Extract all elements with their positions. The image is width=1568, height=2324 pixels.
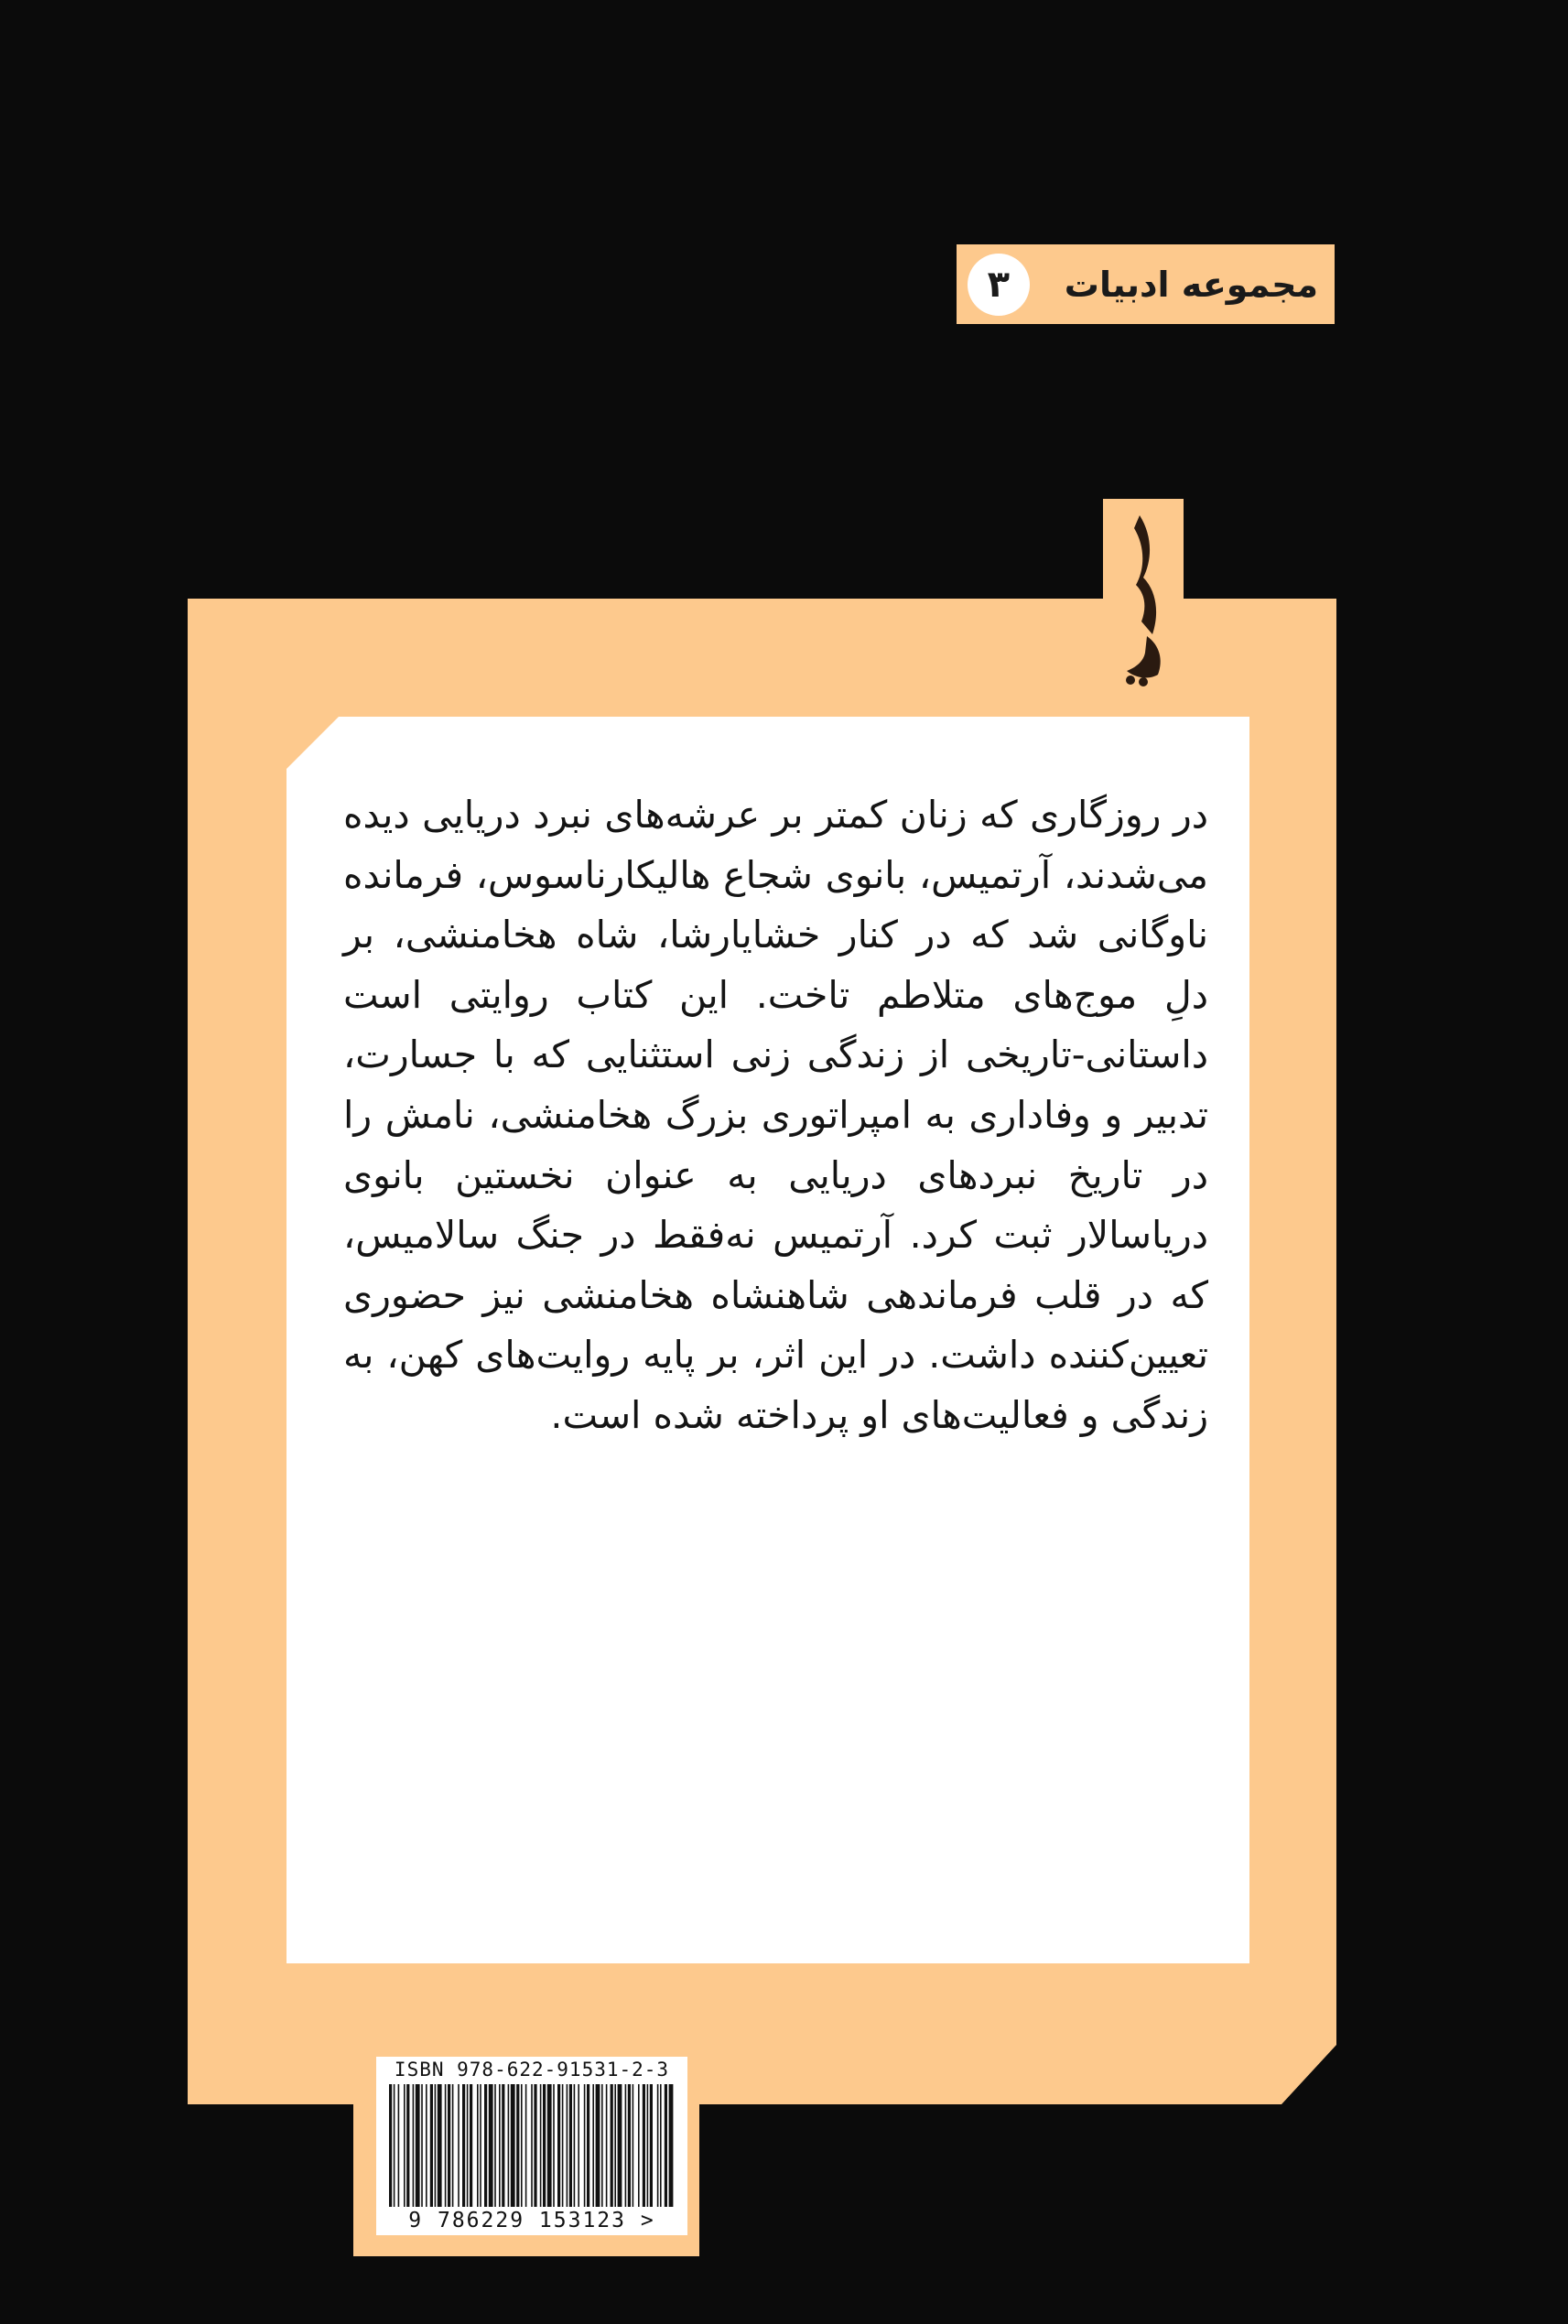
barcode-bar (574, 2084, 576, 2207)
barcode-bar (638, 2084, 640, 2207)
barcode-digits: 9 786229 153123 > (408, 2209, 655, 2232)
barcode-bar (489, 2084, 493, 2207)
barcode-bar (511, 2084, 515, 2207)
barcode-bar (596, 2084, 600, 2207)
barcode-bar (445, 2084, 447, 2207)
barcode-bar (525, 2084, 527, 2207)
barcode-bar (657, 2084, 659, 2207)
barcode-bar (584, 2084, 586, 2207)
barcode-bar (413, 2084, 415, 2207)
barcode-bar (601, 2084, 603, 2207)
publisher-logo-icon (1103, 499, 1184, 686)
barcode-bar (578, 2084, 579, 2207)
barcode-bar (404, 2084, 406, 2207)
barcode-bar (569, 2084, 572, 2207)
barcode-bar (435, 2084, 437, 2207)
barcode-bar (628, 2084, 631, 2207)
barcode-bar (557, 2084, 560, 2207)
barcode-bar (562, 2084, 564, 2207)
barcode-bar (587, 2084, 589, 2207)
barcode-bar (647, 2084, 649, 2207)
series-number: ۳ (968, 254, 1030, 316)
series-badge (957, 244, 1335, 324)
barcode-bar (531, 2084, 533, 2207)
barcode-bar (592, 2084, 594, 2207)
barcode-bar (398, 2084, 400, 2207)
barcode-bar (633, 2084, 634, 2207)
barcode-bar (543, 2084, 546, 2207)
barcode-bar (508, 2084, 510, 2207)
barcode-bar (665, 2084, 667, 2207)
barcode-bar (534, 2084, 536, 2207)
isbn-label: ISBN 978-622-91531-2-3 (394, 2059, 670, 2081)
barcode-bar (494, 2084, 496, 2207)
barcode-bar (521, 2084, 523, 2207)
barcode-bar (438, 2084, 442, 2207)
barcode-bar (516, 2084, 519, 2207)
barcode-bar (643, 2084, 645, 2207)
barcode-bar (502, 2084, 504, 2207)
barcode-bar (484, 2084, 487, 2207)
barcode-bar (625, 2084, 627, 2207)
barcode-bar (458, 2084, 460, 2207)
barcode-bar (499, 2084, 501, 2207)
publisher-logo-tab (1103, 499, 1184, 686)
barcode-bar (389, 2084, 392, 2207)
barcode-bar (470, 2084, 472, 2207)
barcode-bar (669, 2084, 674, 2207)
blurb-text: در روزگاری که زنان کمتر بر عرشه‌های نبرد دریایی دیده می‌شدند، آرتمیس، بانوی شجاع هالیکارناسوس، فرمانده ناوگانی شد که در کنار خشایارشا، شاه هخامنشی، بر دلِ موج‌های متلاطم تاخت. این کتاب روایتی است داستانی-تاریخی از زندگی زنی استثنایی که با جسارت، تدبیر و وفاداری به امپراتوری بزرگ هخامنشی، نامش را در تاریخ نبردهای دریایی به عنوان نخستین بانوی دریاسالار ثبت کرد. آرتمیس نه‌فقط در جنگ سالامیس، که در قلب فرماندهی شاهنشاه هخامنشی نیز حضوری تعیین‌کننده داشت. در این اثر، بر پایه روایت‌های کهن، به زندگی و فعالیت‌های او پرداخته شده است. (343, 793, 1208, 1437)
barcode-bar (477, 2084, 479, 2207)
series-title: مجموعه ادبیات (1064, 264, 1318, 305)
barcode-bar (480, 2084, 481, 2207)
barcode-bar (462, 2084, 465, 2207)
barcode-bar (406, 2084, 409, 2207)
barcode-bars (389, 2084, 675, 2207)
barcode-bar (421, 2084, 423, 2207)
barcode-bar (448, 2084, 450, 2207)
barcode-bar (650, 2084, 653, 2207)
barcode-bar (394, 2084, 395, 2207)
barcode-bar (452, 2084, 454, 2207)
barcode-bar (611, 2084, 613, 2207)
barcode-bar (547, 2084, 552, 2207)
barcode-bar (553, 2084, 555, 2207)
barcode-box (376, 2057, 687, 2235)
barcode-bar (540, 2084, 542, 2207)
barcode-bar (426, 2084, 427, 2207)
barcode-bar (567, 2084, 568, 2207)
barcode-bar (618, 2084, 622, 2207)
barcode-bar (467, 2084, 469, 2207)
barcode-bar (614, 2084, 616, 2207)
barcode-bar (606, 2084, 608, 2207)
barcode-bar (660, 2084, 662, 2207)
barcode-bar (430, 2084, 433, 2207)
barcode-bar (416, 2084, 420, 2207)
